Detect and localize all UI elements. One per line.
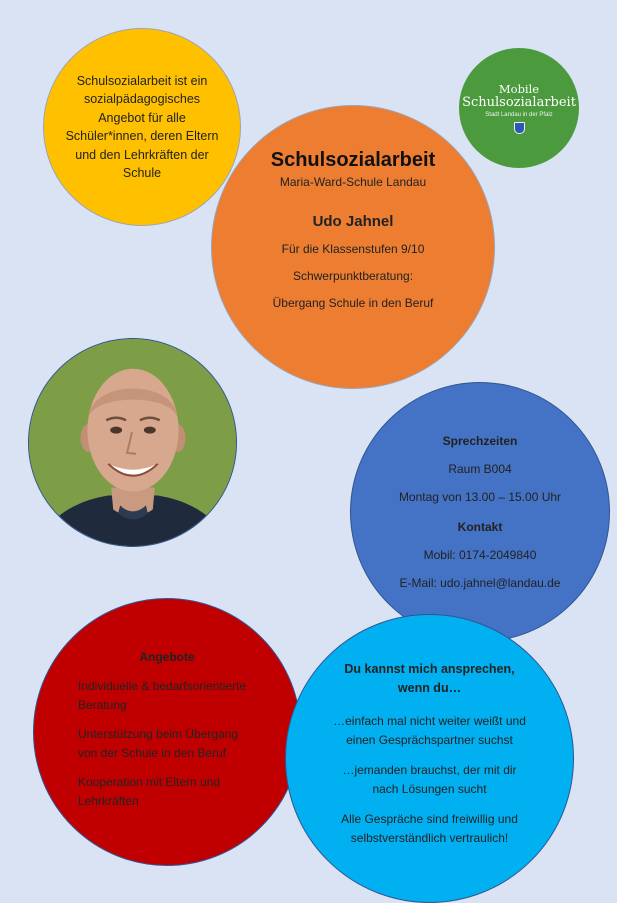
reach-circle: [285, 614, 574, 903]
reach-item: …einfach mal nicht weiter weißt und einen Gesprächspartner suchst: [333, 714, 526, 747]
email-address: E-Mail: udo.jahnel@landau.de: [399, 576, 561, 590]
office-hours-heading: Sprechzeiten: [442, 434, 518, 448]
mobile-schulsozialarbeit-logo: [459, 48, 579, 168]
grades-text: Für die Klassenstufen 9/10: [281, 242, 425, 256]
city-crest-icon: [514, 122, 525, 134]
intro-text: Schulsozialarbeit ist ein sozialpädagogisches Angebot für alle Schüler*innen, deren Eltern und den Lehrkräften der Schule: [65, 73, 219, 180]
reach-heading: Du kannst mich ansprechen, wenn du…: [344, 662, 515, 695]
mobile-number: Mobil: 0174-2049840: [423, 548, 537, 562]
contact-heading: Kontakt: [457, 520, 503, 534]
logo-line-1: Mobile: [498, 81, 540, 96]
room-text: Raum B004: [448, 462, 512, 476]
header-circle: [211, 105, 495, 389]
page-title: Schulsozialarbeit: [270, 149, 436, 171]
contact-circle: [350, 382, 610, 642]
focus-text: Übergang Schule in den Beruf: [272, 296, 434, 310]
portrait-illustration: [28, 339, 237, 546]
offer-item: Kooperation mit Eltern und Lehrkräften: [78, 775, 221, 808]
offers-circle: [33, 598, 301, 866]
focus-label: Schwerpunktberatung:: [292, 269, 414, 283]
person-name: Udo Jahnel: [312, 213, 394, 230]
logo-line-3: Stadt Landau in der Pfalz: [485, 111, 553, 118]
office-hours-text: Montag von 13.00 – 15.00 Uhr: [398, 490, 562, 504]
logo-line-2: Schulsozialarbeit: [462, 94, 576, 110]
offers-heading: Angebote: [139, 650, 195, 664]
offer-item: Unterstützung beim Übergang von der Schule in den Beruf: [78, 727, 239, 760]
confidentiality-note: Alle Gespräche sind freiwillig und selbstverständlich vertraulich!: [341, 812, 518, 845]
intro-circle: [43, 28, 241, 226]
offer-item: Individuelle & bedarfsorientierte Beratung: [78, 679, 247, 712]
reach-item: …jemanden brauchst, der mit dir nach Lösungen sucht: [342, 763, 517, 796]
portrait-photo: [28, 338, 237, 547]
school-name: Maria-Ward-Schule Landau: [279, 175, 427, 189]
